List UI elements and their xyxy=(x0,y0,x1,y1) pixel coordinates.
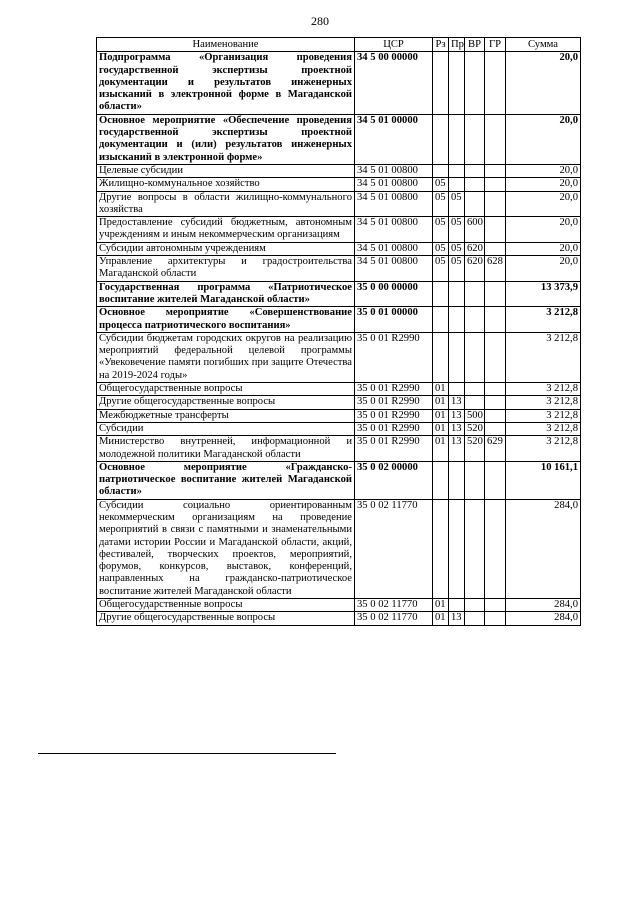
cell-rz: 05 xyxy=(433,178,449,191)
table-row xyxy=(97,436,581,462)
cell-pr: 13 xyxy=(449,436,465,462)
cell-csr: 35 0 01 R2990 xyxy=(355,383,433,396)
cell-rz xyxy=(433,164,449,177)
cell-rz: 01 xyxy=(433,383,449,396)
cell-gr xyxy=(485,52,506,114)
table-body xyxy=(97,52,581,625)
cell-pr xyxy=(449,332,465,382)
table-row xyxy=(97,256,581,282)
page-number: 280 xyxy=(311,14,329,28)
cell-name: Субсидии социально ориентированным некоммерческим организациям на проведение мероприятий в связи с памятными и знаменательными датами истории России и Магаданской области, акций, фестивалей, творческих проектов, мероприятий, форумов, конкурсов, выставок, конференций, направленных на гражданско-патриотическое воспитание жителей Магаданской области xyxy=(97,499,355,598)
cell-csr: 34 5 01 00800 xyxy=(355,178,433,191)
cell-name: Целевые субсидии xyxy=(97,164,355,177)
cell-rz: 01 xyxy=(433,436,449,462)
cell-pr xyxy=(449,178,465,191)
cell-vr: 620 xyxy=(465,242,485,255)
cell-gr xyxy=(485,164,506,177)
cell-pr xyxy=(449,383,465,396)
cell-name: Другие общегосударственные вопросы xyxy=(97,396,355,409)
cell-sum: 20,0 xyxy=(506,178,581,191)
cell-name: Основное мероприятие «Гражданско-патриотическое воспитание жителей Магаданской области» xyxy=(97,461,355,499)
cell-sum: 3 212,8 xyxy=(506,307,581,333)
cell-pr: 05 xyxy=(449,191,465,217)
cell-gr xyxy=(485,178,506,191)
cell-rz: 05 xyxy=(433,256,449,282)
cell-vr: 520 xyxy=(465,436,485,462)
header-name: Наименование xyxy=(97,38,355,52)
cell-name: Основное мероприятие «Обеспечение проведения государственной экспертизы проектной документации и (или) результатов инженерных изысканий в электронной форме» xyxy=(97,114,355,164)
cell-vr: 600 xyxy=(465,217,485,243)
cell-csr: 35 0 01 R2990 xyxy=(355,332,433,382)
cell-csr: 35 0 00 00000 xyxy=(355,281,433,307)
cell-gr xyxy=(485,307,506,333)
table-row xyxy=(97,281,581,307)
cell-sum: 284,0 xyxy=(506,612,581,625)
cell-sum: 3 212,8 xyxy=(506,383,581,396)
table-row xyxy=(97,191,581,217)
cell-name: Субсидии бюджетам городских округов на реализацию мероприятий федеральной целевой программы «Увековечение памяти погибших при защите Отечества на 2019-2024 годы» xyxy=(97,332,355,382)
cell-name: Субсидии автономным учреждениям xyxy=(97,242,355,255)
cell-sum: 13 373,9 xyxy=(506,281,581,307)
cell-csr: 35 0 02 11770 xyxy=(355,599,433,612)
cell-rz: 05 xyxy=(433,242,449,255)
table-row xyxy=(97,422,581,435)
cell-csr: 34 5 01 00800 xyxy=(355,164,433,177)
cell-name: Основное мероприятие «Совершенствование процесса патриотического воспитания» xyxy=(97,307,355,333)
table-row xyxy=(97,332,581,382)
cell-csr: 34 5 01 00000 xyxy=(355,114,433,164)
cell-vr xyxy=(465,281,485,307)
cell-csr: 35 0 01 R2990 xyxy=(355,396,433,409)
table-row xyxy=(97,217,581,243)
cell-csr: 35 0 02 11770 xyxy=(355,612,433,625)
cell-vr xyxy=(465,612,485,625)
cell-name: Межбюджетные трансферты xyxy=(97,409,355,422)
cell-rz: 01 xyxy=(433,396,449,409)
cell-rz xyxy=(433,114,449,164)
cell-vr xyxy=(465,332,485,382)
table-row xyxy=(97,409,581,422)
cell-name: Общегосударственные вопросы xyxy=(97,599,355,612)
cell-sum: 284,0 xyxy=(506,499,581,598)
cell-vr xyxy=(465,461,485,499)
cell-gr: 629 xyxy=(485,436,506,462)
table-row xyxy=(97,114,581,164)
cell-pr xyxy=(449,461,465,499)
cell-sum: 3 212,8 xyxy=(506,422,581,435)
cell-gr xyxy=(485,242,506,255)
cell-sum: 10 161,1 xyxy=(506,461,581,499)
cell-gr xyxy=(485,114,506,164)
cell-pr xyxy=(449,114,465,164)
cell-pr: 05 xyxy=(449,256,465,282)
cell-vr xyxy=(465,499,485,598)
cell-rz xyxy=(433,461,449,499)
cell-sum: 20,0 xyxy=(506,191,581,217)
cell-rz xyxy=(433,332,449,382)
header-pr: Пр xyxy=(449,38,465,52)
table-row xyxy=(97,499,581,598)
cell-pr: 13 xyxy=(449,409,465,422)
cell-vr xyxy=(465,599,485,612)
cell-gr xyxy=(485,422,506,435)
cell-gr xyxy=(485,396,506,409)
cell-name: Управление архитектуры и градостроительства Магаданской области xyxy=(97,256,355,282)
cell-vr xyxy=(465,178,485,191)
cell-gr xyxy=(485,217,506,243)
cell-rz xyxy=(433,52,449,114)
cell-csr: 35 0 01 R2990 xyxy=(355,409,433,422)
cell-name: Государственная программа «Патриотическое воспитание жителей Магаданской области» xyxy=(97,281,355,307)
table-row xyxy=(97,307,581,333)
cell-pr xyxy=(449,499,465,598)
cell-rz: 01 xyxy=(433,599,449,612)
cell-rz xyxy=(433,499,449,598)
cell-name: Субсидии xyxy=(97,422,355,435)
cell-vr xyxy=(465,307,485,333)
cell-pr xyxy=(449,164,465,177)
cell-gr xyxy=(485,599,506,612)
cell-vr xyxy=(465,114,485,164)
cell-sum: 20,0 xyxy=(506,164,581,177)
cell-name: Общегосударственные вопросы xyxy=(97,383,355,396)
table-row xyxy=(97,612,581,625)
table-header-row xyxy=(97,38,581,52)
cell-name: Другие вопросы в области жилищно-коммунального хозяйства xyxy=(97,191,355,217)
cell-sum: 3 212,8 xyxy=(506,332,581,382)
cell-rz xyxy=(433,281,449,307)
cell-csr: 34 5 00 00000 xyxy=(355,52,433,114)
header-rz: Рз xyxy=(433,38,449,52)
cell-sum: 20,0 xyxy=(506,217,581,243)
cell-csr: 35 0 02 00000 xyxy=(355,461,433,499)
cell-sum: 3 212,8 xyxy=(506,409,581,422)
cell-pr: 05 xyxy=(449,242,465,255)
footnote-divider xyxy=(38,753,336,754)
cell-sum: 20,0 xyxy=(506,256,581,282)
cell-csr: 34 5 01 00800 xyxy=(355,191,433,217)
table-row xyxy=(97,599,581,612)
cell-vr xyxy=(465,52,485,114)
cell-csr: 35 0 01 00000 xyxy=(355,307,433,333)
cell-rz: 05 xyxy=(433,191,449,217)
cell-pr: 13 xyxy=(449,396,465,409)
cell-name: Министерство внутренней, информационной и молодежной политики Магаданской области xyxy=(97,436,355,462)
cell-pr xyxy=(449,52,465,114)
header-vr: ВР xyxy=(465,38,485,52)
cell-gr xyxy=(485,191,506,217)
cell-gr xyxy=(485,612,506,625)
cell-name: Подпрограмма «Организация проведения государственной экспертизы проектной документации и результатов инженерных изысканий в электронной форме в Магаданской области» xyxy=(97,52,355,114)
cell-pr xyxy=(449,281,465,307)
cell-pr: 13 xyxy=(449,612,465,625)
cell-rz xyxy=(433,307,449,333)
cell-pr xyxy=(449,307,465,333)
table-row xyxy=(97,178,581,191)
cell-rz: 01 xyxy=(433,409,449,422)
cell-gr xyxy=(485,461,506,499)
table-row xyxy=(97,383,581,396)
table-row xyxy=(97,52,581,114)
cell-name: Жилищно-коммунальное хозяйство xyxy=(97,178,355,191)
cell-pr: 13 xyxy=(449,422,465,435)
cell-pr xyxy=(449,599,465,612)
cell-vr xyxy=(465,164,485,177)
cell-gr: 628 xyxy=(485,256,506,282)
table-row xyxy=(97,164,581,177)
table-row xyxy=(97,242,581,255)
cell-vr: 520 xyxy=(465,422,485,435)
cell-vr xyxy=(465,383,485,396)
cell-sum: 3 212,8 xyxy=(506,436,581,462)
header-gr: ГР xyxy=(485,38,506,52)
cell-csr: 35 0 01 R2990 xyxy=(355,436,433,462)
cell-name: Предоставление субсидий бюджетным, автономным учреждениям и иным некоммерческим организациям xyxy=(97,217,355,243)
table-row xyxy=(97,396,581,409)
cell-rz: 01 xyxy=(433,612,449,625)
cell-gr xyxy=(485,409,506,422)
cell-name: Другие общегосударственные вопросы xyxy=(97,612,355,625)
cell-rz: 05 xyxy=(433,217,449,243)
cell-csr: 35 0 01 R2990 xyxy=(355,422,433,435)
cell-vr: 620 xyxy=(465,256,485,282)
cell-pr: 05 xyxy=(449,217,465,243)
cell-sum: 3 212,8 xyxy=(506,396,581,409)
cell-rz: 01 xyxy=(433,422,449,435)
cell-csr: 34 5 01 00800 xyxy=(355,242,433,255)
cell-gr xyxy=(485,332,506,382)
cell-vr: 500 xyxy=(465,409,485,422)
cell-sum: 284,0 xyxy=(506,599,581,612)
cell-sum: 20,0 xyxy=(506,52,581,114)
header-csr: ЦСР xyxy=(355,38,433,52)
cell-gr xyxy=(485,383,506,396)
cell-sum: 20,0 xyxy=(506,242,581,255)
cell-csr: 35 0 02 11770 xyxy=(355,499,433,598)
header-sum: Сумма xyxy=(506,38,581,52)
table-row xyxy=(97,461,581,499)
cell-vr xyxy=(465,191,485,217)
cell-gr xyxy=(485,281,506,307)
budget-table xyxy=(96,37,581,626)
cell-vr xyxy=(465,396,485,409)
cell-sum: 20,0 xyxy=(506,114,581,164)
cell-gr xyxy=(485,499,506,598)
cell-csr: 34 5 01 00800 xyxy=(355,256,433,282)
cell-csr: 34 5 01 00800 xyxy=(355,217,433,243)
